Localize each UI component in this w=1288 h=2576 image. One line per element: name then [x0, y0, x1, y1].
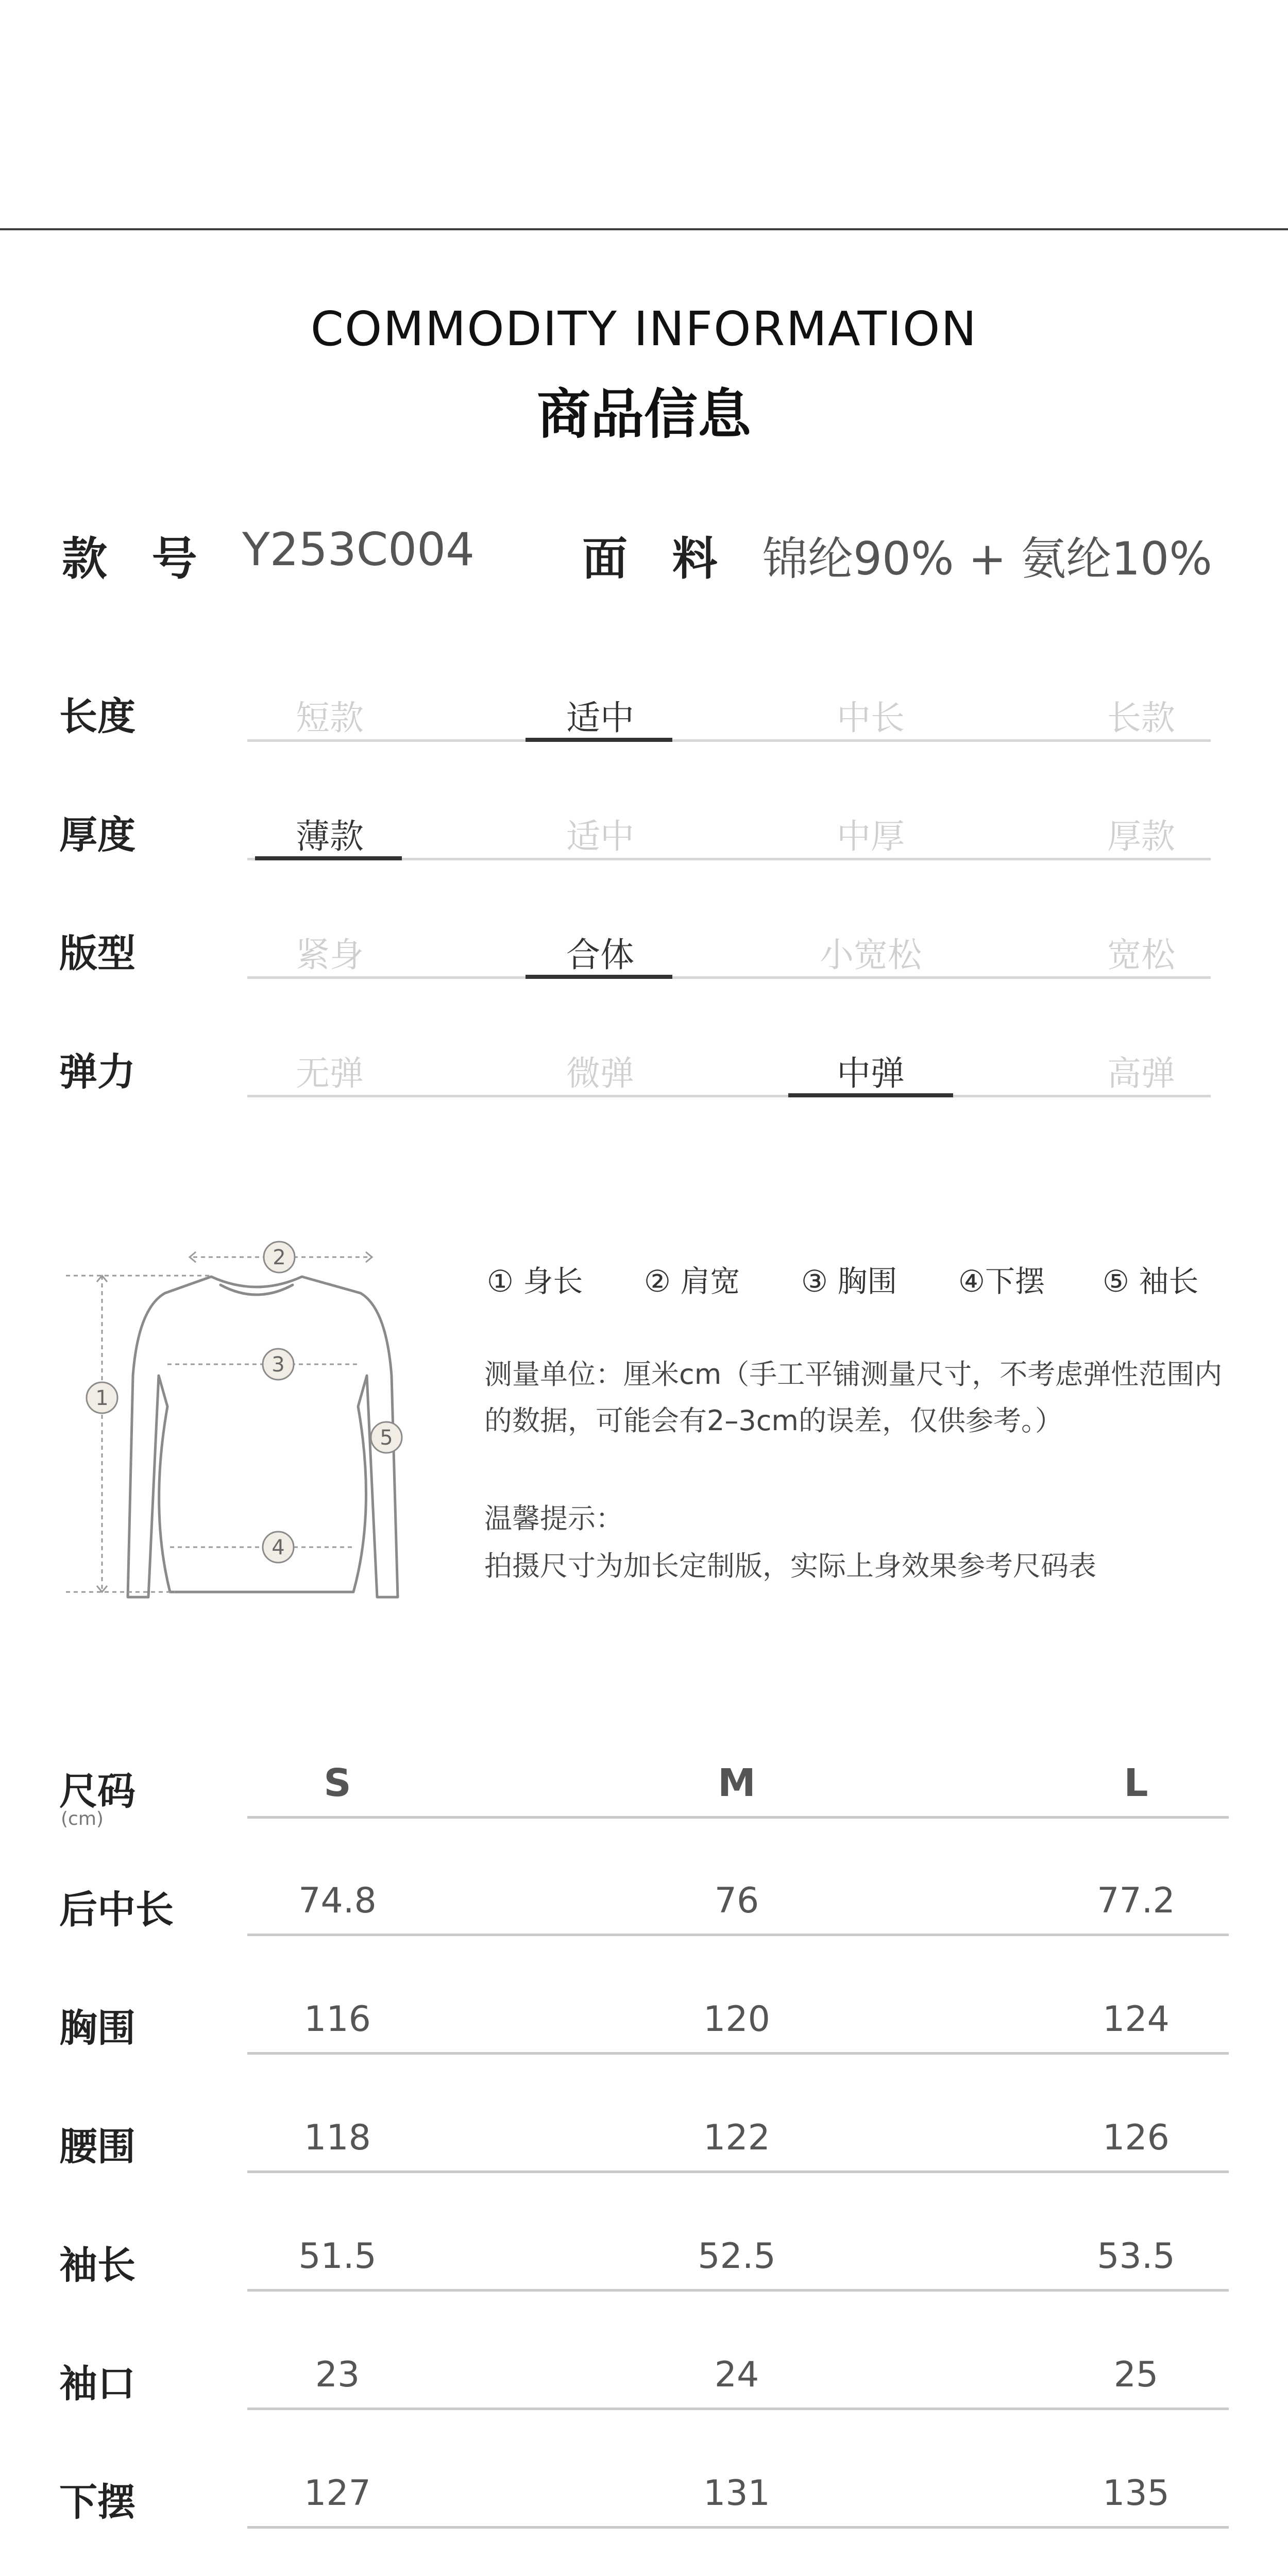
size-cell: 127: [304, 2473, 371, 2514]
size-cell: 116: [304, 1999, 371, 2040]
marker-2: 2: [273, 1246, 286, 1269]
size-cell: 126: [1103, 2117, 1170, 2158]
table-divider: [247, 2052, 1229, 2055]
size-header-label: 尺码: [59, 1769, 135, 1814]
size-cell: 76: [714, 1880, 759, 1921]
attr-option: 适中: [566, 817, 634, 856]
size-cell: 131: [703, 2473, 770, 2514]
marker-4: 4: [272, 1536, 285, 1560]
attr-option: 中厚: [837, 817, 905, 856]
size-col-m: M: [718, 1761, 756, 1805]
size-row-label: 袖口: [59, 2362, 135, 2406]
table-divider: [247, 2289, 1229, 2292]
measure-note-line2: 的数据，可能会有2–3cm的误差，仅供参考。）: [484, 1404, 1063, 1437]
size-cell: 77.2: [1097, 1880, 1175, 1921]
table-divider: [247, 2171, 1229, 2173]
attr-label-length: 长度: [59, 694, 135, 739]
size-cell: 120: [703, 1999, 770, 2040]
fabric-value: 锦纶90% + 氨纶10%: [762, 532, 1212, 585]
attr-selected-indicator: [526, 975, 672, 979]
attr-option-selected: 适中: [566, 698, 634, 738]
legend-body-length: ① 身长: [487, 1264, 583, 1299]
measure-note-line1: 测量单位：厘米cm（手工平铺测量尺寸，不考虑弹性范围内: [484, 1358, 1223, 1391]
attr-selected-indicator: [788, 1093, 953, 1097]
attr-track: [247, 739, 1211, 742]
size-cell: 122: [703, 2117, 770, 2158]
size-col-l: L: [1124, 1761, 1148, 1805]
style-no-label: 款 号: [62, 532, 212, 585]
table-divider: [247, 1934, 1229, 1936]
attr-option: 高弹: [1107, 1054, 1175, 1093]
attr-option: 无弹: [296, 1054, 364, 1093]
attr-option: 小宽松: [820, 935, 922, 975]
style-no-value: Y253C004: [242, 523, 475, 576]
size-cell: 124: [1103, 1999, 1170, 2040]
size-row-label: 袖长: [59, 2243, 135, 2287]
legend-shoulder-width: ② 肩宽: [644, 1264, 740, 1299]
tip-text: 拍摄尺寸为加长定制版，实际上身效果参考尺码表: [484, 1550, 1096, 1582]
attr-selected-indicator: [526, 738, 672, 742]
size-row-label: 腰围: [59, 2125, 135, 2169]
attr-option: 短款: [296, 698, 364, 738]
top-divider: [0, 228, 1288, 230]
marker-1: 1: [95, 1386, 109, 1410]
marker-3: 3: [272, 1353, 285, 1377]
attr-option: 长款: [1107, 698, 1175, 738]
attr-label-elasticity: 弹力: [59, 1050, 135, 1094]
attr-option-selected: 合体: [566, 935, 634, 975]
legend-hem: ④下摆: [958, 1264, 1045, 1299]
attr-option: 宽松: [1107, 935, 1175, 975]
attr-track: [247, 1095, 1211, 1097]
attr-option: 紧身: [296, 935, 364, 975]
table-divider: [247, 2408, 1229, 2410]
attr-option: 中长: [837, 698, 905, 738]
size-cell: 118: [304, 2117, 371, 2158]
fabric-label: 面 料: [582, 532, 732, 585]
size-cell: 23: [315, 2354, 360, 2395]
table-divider: [247, 2526, 1229, 2529]
title-english: COMMODITY INFORMATION: [310, 301, 978, 357]
size-cell: 74.8: [298, 1880, 377, 1921]
attr-label-fit: 版型: [59, 931, 135, 976]
garment-measurement-diagram: [57, 1221, 428, 1613]
size-row-label: 后中长: [59, 1888, 174, 1932]
attr-label-thickness: 厚度: [59, 813, 135, 857]
attr-option-selected: 中弹: [837, 1054, 905, 1093]
size-col-s: S: [324, 1761, 351, 1805]
attr-option: 微弹: [566, 1054, 634, 1093]
size-cell: 24: [714, 2354, 759, 2395]
attr-track: [247, 976, 1211, 979]
size-cell: 52.5: [698, 2236, 776, 2277]
size-row-label: 胸围: [59, 2006, 135, 2050]
table-divider: [247, 1816, 1229, 1819]
attr-selected-indicator: [255, 856, 402, 860]
legend-sleeve-length: ⑤ 袖长: [1103, 1264, 1199, 1299]
legend-chest: ③ 胸围: [801, 1264, 897, 1299]
size-cell: 25: [1113, 2354, 1159, 2395]
size-cell: 51.5: [298, 2236, 377, 2277]
size-cell: 135: [1103, 2473, 1170, 2514]
title-chinese: 商品信息: [536, 383, 751, 446]
attr-option-selected: 薄款: [296, 817, 364, 856]
size-row-label: 下摆: [59, 2480, 135, 2524]
size-cell: 53.5: [1097, 2236, 1175, 2277]
marker-5: 5: [380, 1426, 393, 1450]
attr-option: 厚款: [1107, 817, 1175, 856]
size-header-unit: (cm): [61, 1808, 104, 1829]
tip-title: 温馨提示：: [484, 1502, 623, 1535]
